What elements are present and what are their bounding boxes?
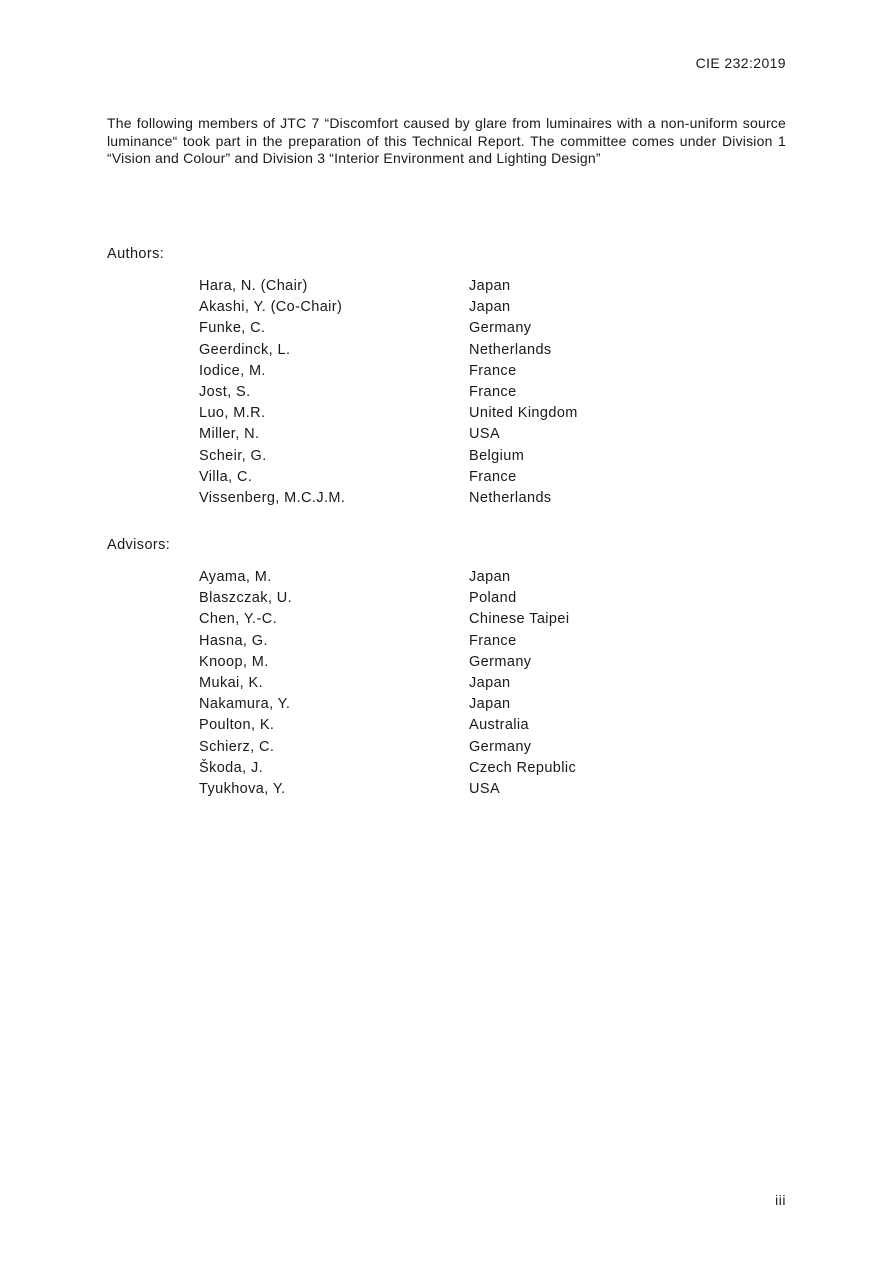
member-country: Japan xyxy=(469,674,511,691)
member-name: Tyukhova, Y. xyxy=(199,780,286,797)
member-country: Japan xyxy=(469,299,511,316)
authors-list xyxy=(199,278,619,511)
member-country: Japan xyxy=(469,278,511,294)
member-country: Germany xyxy=(469,320,532,337)
member-row xyxy=(199,320,619,341)
member-row xyxy=(199,384,619,405)
member-country: Chinese Taipei xyxy=(469,611,570,628)
member-country: France xyxy=(469,632,517,649)
member-country: France xyxy=(469,362,517,379)
authors-heading: Authors: xyxy=(107,246,165,262)
member-name: Akashi, Y. (Co-Chair) xyxy=(199,299,343,316)
member-name: Hara, N. (Chair) xyxy=(199,278,308,294)
member-row xyxy=(199,611,619,632)
member-name: Scheir, G. xyxy=(199,447,267,464)
member-country: Poland xyxy=(469,590,517,607)
member-country: Germany xyxy=(469,738,532,755)
member-country: Japan xyxy=(469,569,511,585)
member-name: Poulton, K. xyxy=(199,717,275,734)
member-name: Schierz, C. xyxy=(199,738,275,755)
member-row xyxy=(199,278,619,299)
member-name: Hasna, G. xyxy=(199,632,268,649)
member-country: Australia xyxy=(469,717,530,734)
advisors-heading: Advisors: xyxy=(107,537,171,553)
member-country: Germany xyxy=(469,653,532,670)
member-row xyxy=(199,739,619,760)
member-country: Japan xyxy=(469,696,511,713)
member-row xyxy=(199,696,619,717)
member-country: France xyxy=(469,468,517,485)
member-row xyxy=(199,569,619,590)
member-row xyxy=(199,426,619,447)
member-name: Chen, Y.-C. xyxy=(199,611,278,628)
member-name: Iodice, M. xyxy=(199,362,266,379)
member-name: Miller, N. xyxy=(199,426,260,443)
member-row xyxy=(199,448,619,469)
member-name: Funke, C. xyxy=(199,320,266,337)
member-country: USA xyxy=(469,426,501,443)
member-name: Knoop, M. xyxy=(199,653,269,670)
member-row xyxy=(199,590,619,611)
member-row xyxy=(199,760,619,781)
member-name: Nakamura, Y. xyxy=(199,696,291,713)
member-country: USA xyxy=(469,780,501,797)
document-reference: CIE 232:2019 xyxy=(695,55,786,71)
member-row xyxy=(199,469,619,490)
member-country: Czech Republic xyxy=(469,759,577,776)
member-row xyxy=(199,405,619,426)
member-name: Ayama, M. xyxy=(199,569,272,585)
member-country: United Kingdom xyxy=(469,405,578,422)
member-row xyxy=(199,342,619,363)
intro-paragraph: The following members of JTC 7 “Discomfort caused by glare from luminaires with a non-uniform source luminance“ took part in the preparation of this Technical Report. The committee comes under Division 1 “Vision and Colour” and Division 3 “Interior Environment and Lighting Design” xyxy=(107,115,786,166)
member-country: Netherlands xyxy=(469,489,552,506)
member-row xyxy=(199,490,619,511)
member-name: Luo, M.R. xyxy=(199,405,266,422)
member-name: Geerdinck, L. xyxy=(199,341,291,358)
member-name: Vissenberg, M.C.J.M. xyxy=(199,489,346,506)
page-number: iii xyxy=(775,1192,786,1208)
member-name: Villa, C. xyxy=(199,468,253,485)
member-name: Škoda, J. xyxy=(199,759,264,776)
member-country: Belgium xyxy=(469,447,525,464)
member-country: Netherlands xyxy=(469,341,552,358)
member-row xyxy=(199,717,619,738)
member-row xyxy=(199,633,619,654)
member-row xyxy=(199,363,619,384)
member-row xyxy=(199,781,619,802)
advisors-list xyxy=(199,569,619,802)
member-name: Jost, S. xyxy=(199,383,251,400)
member-row xyxy=(199,675,619,696)
member-name: Blaszczak, U. xyxy=(199,590,293,607)
member-name: Mukai, K. xyxy=(199,674,264,691)
member-row xyxy=(199,299,619,320)
member-row xyxy=(199,654,619,675)
member-country: France xyxy=(469,383,517,400)
